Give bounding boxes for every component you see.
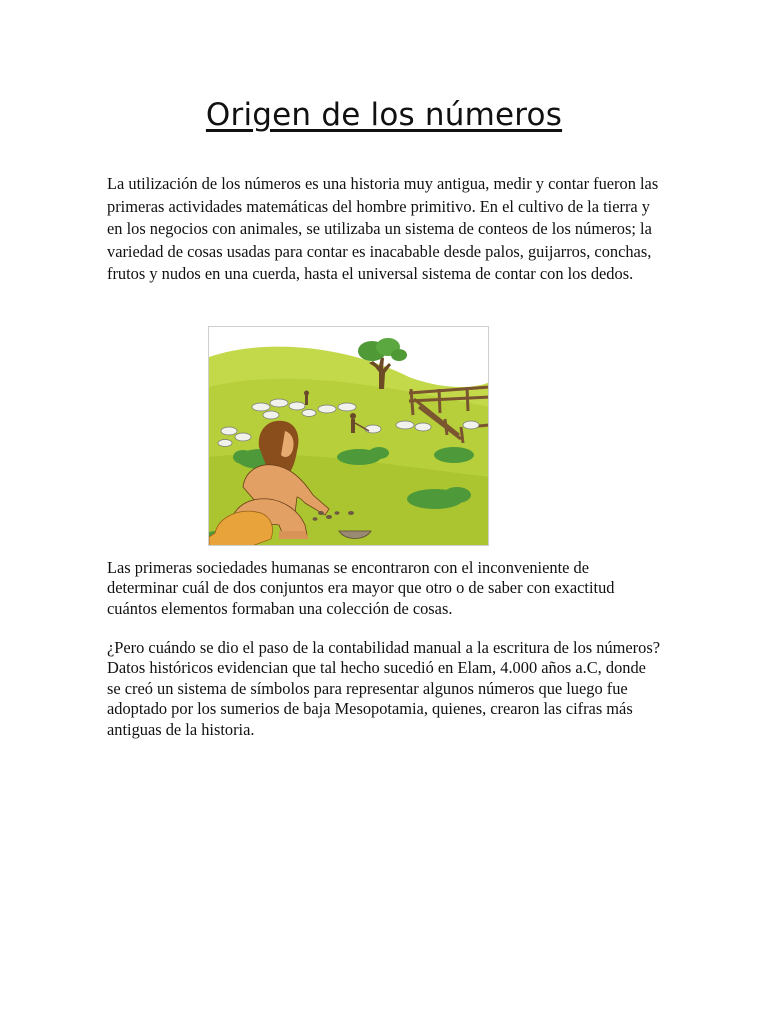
paragraph-early-societies: Las primeras sociedades humanas se encontraron con el inconveniente de determinar cuál de dos conjuntos era mayor que otro o de saber con exactitud cuántos elementos formaban una colección de cosas. [107, 558, 615, 618]
paragraph-writing-numbers: ¿Pero cuándo se dio el paso de la contabilidad manual a la escritura de los números? Datos históricos evidencian que tal hecho sucedió en Elam, 4.000 años a.C, donde se creó un sistema de símbolos para representar algunos números que luego fue adoptado por los sumerios de baja Mesopotamia, quienes, crearon las cifras más antiguas de la historia. [107, 638, 660, 739]
primitive-counting-illustration [208, 326, 489, 546]
page-title: Origen de los números [205, 97, 563, 133]
paragraph-intro: La utilización de los números es una historia muy antigua, medir y contar fueron las primeras actividades matemáticas del hombre primitivo. En el cultivo de la tierra y en los negocios con animales, se utilizaba un sistema de conteos de los números; la variedad de cosas usadas para contar es inacabable desde palos, guijarros, conchas, frutos y nudos en una cuerda, hasta el universal sistema de contar con los dedos. [107, 174, 659, 284]
